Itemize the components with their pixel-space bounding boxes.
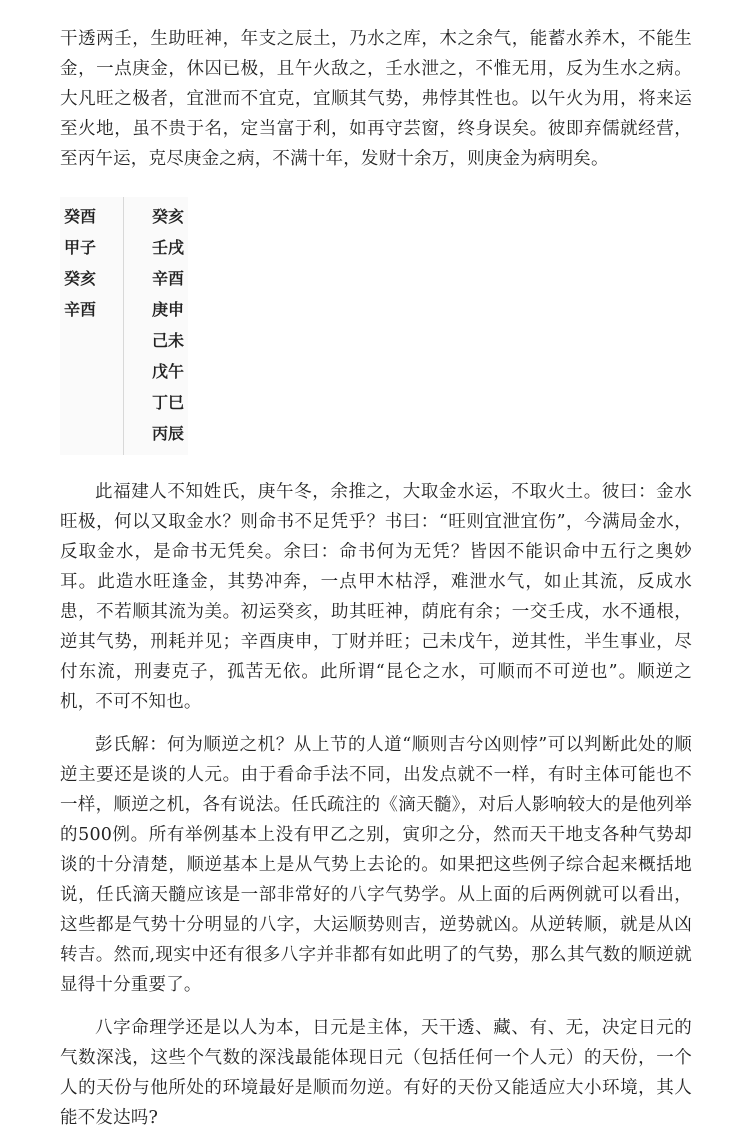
hour-pillar: 辛酉 — [64, 300, 97, 319]
luck-pillar: 壬戌 — [152, 238, 185, 257]
paragraph-conclusion: 八字命理学还是以人为本，日元是主体，天干透、藏、有、无，决定日元的气数深浅，这些个气数的深浅最能体现日元（包括任何一个人元）的天份，一个人的天份与他所处的环境最好是顺而勿逆。有好的天份又能适应大小环境，其人能不发达吗? — [60, 1018, 692, 1128]
luck-pillar: 己未 — [152, 331, 185, 350]
paragraph-commentary: 彭氏解：何为顺逆之机？从上节的人道“顺则吉兮凶则悖”可以判断此处的顺逆主要还是谈的人元。由于看命手法不同，出发点就不一样，有时主体可能也不一样，顺逆之机，各有说法。任氏疏注的《滴天髓》，对后人影响较大的是他列举的500例。所有举例基本上没有甲乙之别，寅卯之分，然而天干地支各种气势却谈的十分清楚，顺逆基本上是从气势上去论的。如果把这些例子综合起来概括地说，任氏滴天髓应该是一部非常好的八字气势学。从上面的后两例就可以看出，这些都是气势十分明显的八字，大运顺势则吉，逆势就凶。从逆转顺，就是从凶转吉。然而,现实中还有很多八字并非都有如此明了的气势，那么其气数的顺逆就显得十分重要了。 — [60, 735, 692, 995]
year-pillar: 癸酉 — [64, 207, 97, 226]
paragraph-analysis: 干透两壬，生助旺神，年支之辰土，乃水之库，木之余气，能蓄水养木，不能生金，一点庚金，休囚已极，且午火敌之，壬水泄之，不惟无用，反为生水之病。大凡旺之极者，宜泄而不宜克，宜顺其气势，弗悖其性也。以午火为用，将来运至火地，虽不贵于名，定当富于利，如再守芸窗，终身误矣。彼即弃儒就经营，至丙午运，克尽庚金之病，不满十年，发财十余万，则庚金为病明矣。 — [60, 29, 692, 169]
luck-pillar: 丙辰 — [152, 424, 185, 443]
month-pillar: 甲子 — [64, 238, 97, 257]
birth-pillars-column — [60, 197, 124, 455]
day-pillar: 癸亥 — [64, 269, 97, 288]
luck-pillar: 戊午 — [152, 362, 185, 381]
bazi-chart — [60, 197, 188, 455]
luck-pillar: 丁巳 — [152, 393, 185, 412]
luck-pillars-column — [124, 197, 188, 455]
luck-pillar: 癸亥 — [152, 207, 185, 226]
luck-pillar: 辛酉 — [152, 269, 185, 288]
paragraph-case-study: 此福建人不知姓氏，庚午冬，余推之，大取金水运，不取火土。彼曰：金水旺极，何以又取金水？则命书不足凭乎？书曰：“旺则宜泄宜伤”，今满局金水，反取金水，是命书无凭矣。余曰：命书何为无凭？皆因不能识命中五行之奥妙耳。此造水旺逢金，其势冲奔，一点甲木枯浮，难泄水气，如止其流，反成水患，不若顺其流为美。初运癸亥，助其旺神，荫庇有余；一交壬戌，水不通根，逆其气势，刑耗并见；辛酉庚申，丁财并旺；己未戊午，逆其性，半生事业，尽付东流，刑妻克子，孤苦无依。此所谓“昆仑之水，可顺而不可逆也”。顺逆之机，不可不知也。 — [60, 482, 692, 712]
luck-pillar: 庚申 — [152, 300, 185, 319]
